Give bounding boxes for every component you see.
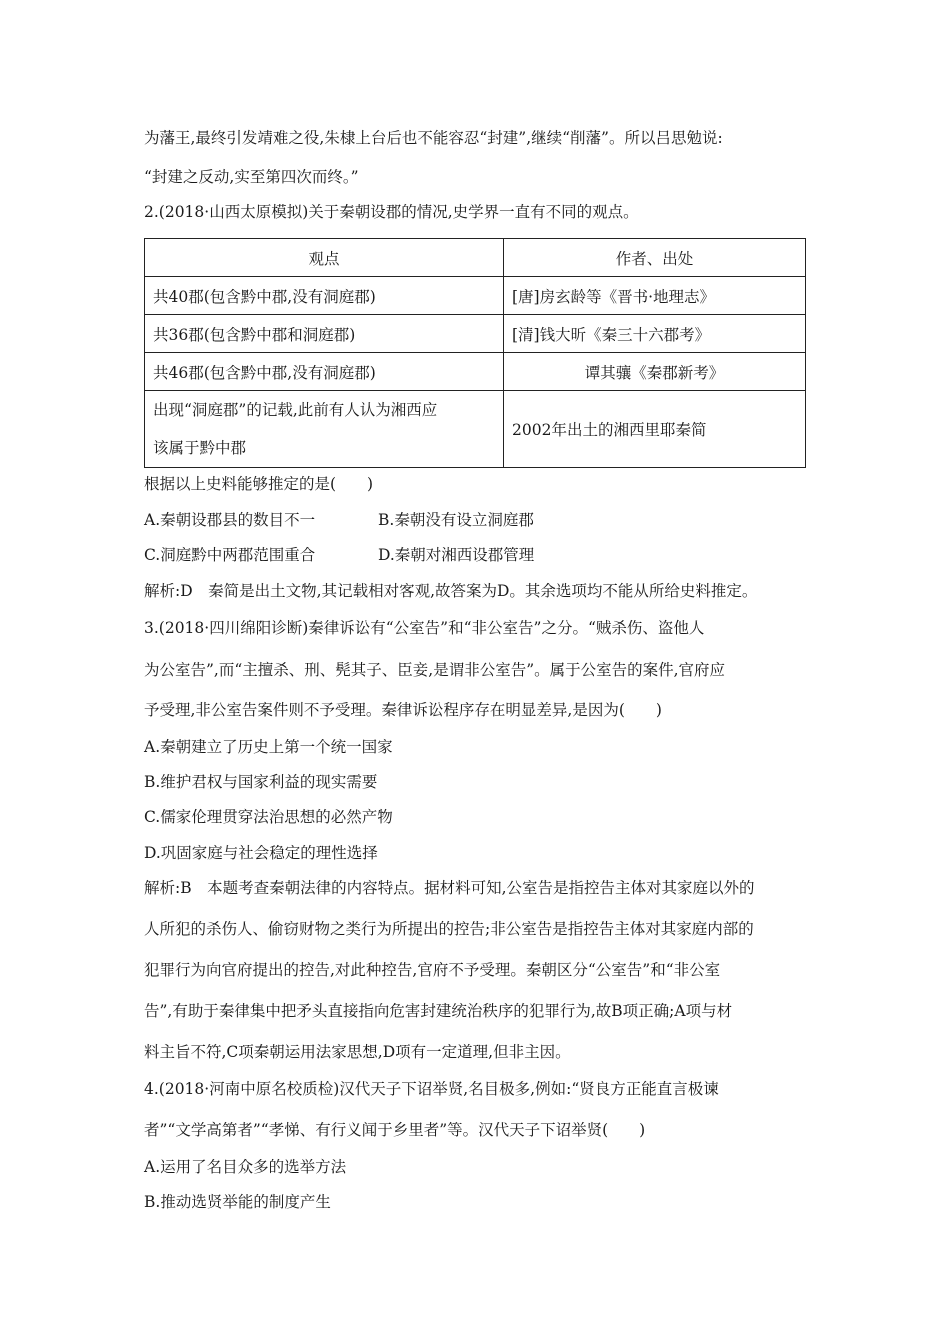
row-2-author: [清]钱大昕《秦三十六郡考》 (504, 315, 806, 353)
row-4-viewpoint-line-1: 出现“洞庭郡”的记载,此前有人认为湘西应 (153, 401, 438, 419)
q2-option-c: C.洞庭黔中两郡范围重合 (144, 546, 316, 564)
row-4-viewpoint-line-2: 该属于黔中郡 (153, 439, 247, 457)
q3-option-b: B.维护君权与国家利益的现实需要 (144, 773, 378, 791)
q3-analysis-line-3: 犯罪行为向官府提出的控告,对此种控告,官府不予受理。秦朝区分“公室告”和“非公室 (144, 961, 721, 979)
q2-option-b: B.秦朝没有设立洞庭郡 (378, 511, 534, 529)
intro-line-1: 为藩王,最终引发靖难之役,朱棣上台后也不能容忍“封建”,继续“削藩”。所以吕思勉说: (144, 129, 723, 147)
q4-stem-line-1: 4.(2018·河南中原名校质检)汉代天子下诏举贤,名目极多,例如:“贤良方正能直言极谏 (144, 1080, 719, 1098)
q3-option-d: D.巩固家庭与社会稳定的理性选择 (144, 844, 378, 862)
row-4-viewpoint (145, 391, 504, 468)
row-1-author: [唐]房玄龄等《晋书·地理志》 (504, 277, 806, 315)
q2-option-a: A.秦朝设郡县的数目不一 (144, 511, 316, 529)
row-1-viewpoint: 共40郡(包含黔中郡,没有洞庭郡) (145, 277, 504, 315)
q3-analysis-line-5: 料主旨不符,C项秦朝运用法家思想,D项有一定道理,但非主因。 (144, 1043, 571, 1061)
q2-question: 根据以上史料能够推定的是( ) (144, 475, 374, 493)
q3-option-a: A.秦朝建立了历史上第一个统一国家 (144, 738, 393, 756)
q4-option-a: A.运用了名目众多的选举方法 (144, 1158, 347, 1176)
intro-line-2: “封建之反动,实至第四次而终。” (144, 168, 359, 186)
q2-option-d: D.秦朝对湘西设郡管理 (378, 546, 535, 564)
row-3-viewpoint: 共46郡(包含黔中郡,没有洞庭郡) (145, 353, 504, 391)
row-4-author: 2002年出土的湘西里耶秦简 (504, 391, 806, 468)
q3-stem-line-3: 予受理,非公室告案件则不予受理。秦律诉讼程序存在明显差异,是因为( ) (144, 701, 662, 719)
source-table (144, 238, 806, 468)
table-row (145, 277, 806, 315)
table-row (145, 353, 806, 391)
header-viewpoint: 观点 (145, 239, 504, 277)
q2-analysis: 解析:D 秦简是出土文物,其记载相对客观,故答案为D。其余选项均不能从所给史料推定。 (144, 582, 758, 600)
q3-stem-line-2: 为公室告”,而“主擅杀、刑、髡其子、臣妾,是谓非公室告”。属于公室告的案件,官府应 (144, 661, 726, 679)
q3-stem-line-1: 3.(2018·四川绵阳诊断)秦律诉讼有“公室告”和“非公室告”之分。“贼杀伤、盗他人 (144, 619, 705, 637)
q3-option-c: C.儒家伦理贯穿法治思想的必然产物 (144, 808, 393, 826)
q3-analysis-line-2: 人所犯的杀伤人、偷窃财物之类行为所提出的控告;非公室告是指控告主体对其家庭内部的 (144, 920, 754, 938)
header-author: 作者、出处 (504, 239, 806, 277)
q3-analysis-line-4: 告”,有助于秦律集中把矛头直接指向危害封建统治秩序的犯罪行为,故B项正确;A项与材 (144, 1002, 733, 1020)
table-row (145, 315, 806, 353)
row-2-viewpoint: 共36郡(包含黔中郡和洞庭郡) (145, 315, 504, 353)
q2-stem: 2.(2018·山西太原模拟)关于秦朝设郡的情况,史学界一直有不同的观点。 (144, 203, 639, 221)
row-3-author: 谭其骧《秦郡新考》 (504, 353, 806, 391)
table-row (145, 391, 806, 468)
q4-option-b: B.推动选贤举能的制度产生 (144, 1193, 331, 1211)
table-header-row (145, 239, 806, 277)
q3-analysis-line-1: 解析:B 本题考查秦朝法律的内容特点。据材料可知,公室告是指控告主体对其家庭以外的 (144, 879, 755, 897)
q4-stem-line-2: 者”“文学高第者”“孝悌、有行义闻于乡里者”等。汉代天子下诏举贤( ) (144, 1121, 646, 1139)
